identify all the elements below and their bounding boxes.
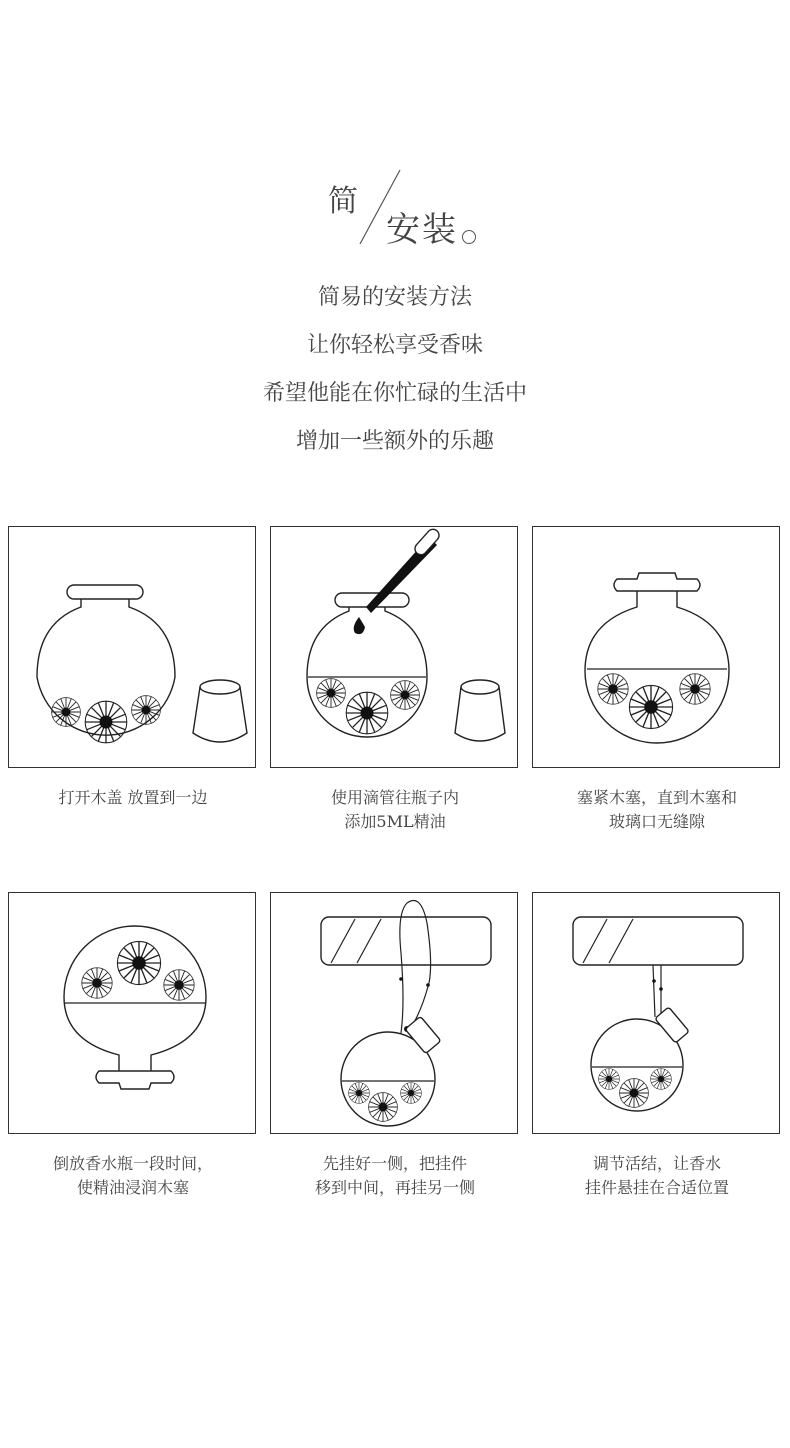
bottle-adjusted-icon (533, 893, 781, 1135)
step-1-caption (2, 786, 264, 810)
caption-line: 使用滴管往瓶子内 (330, 788, 459, 807)
bottle-sealed-icon (533, 527, 781, 769)
caption-line: 倒放香水瓶一段时间， (52, 1154, 213, 1173)
step-6-caption (526, 1152, 788, 1200)
caption-line: 塞紧木塞，直到木塞和 (576, 788, 737, 807)
bottle-hanging-icon (271, 893, 519, 1135)
step-4-illustration (8, 892, 256, 1134)
caption-line: 玻璃口无缝隙 (608, 812, 705, 831)
intro-text (0, 280, 790, 472)
title-period-mark (462, 230, 476, 244)
bottle-open-icon (9, 527, 257, 769)
intro-line: 简易的安装方法 (317, 285, 472, 310)
step-3-illustration (532, 526, 780, 768)
bottle-dropper-icon (271, 527, 519, 769)
caption-line: 使精油浸润木塞 (76, 1178, 189, 1197)
step-1-illustration (8, 526, 256, 768)
intro-line: 增加一些额外的乐趣 (295, 429, 494, 454)
caption-line: 添加5ML精油 (344, 812, 446, 831)
step-5-caption (264, 1152, 526, 1200)
step-4-caption (2, 1152, 264, 1200)
step-3-caption (526, 786, 788, 834)
step-5-illustration (270, 892, 518, 1134)
title-part1: 简 (328, 184, 358, 219)
step-6-illustration (532, 892, 780, 1134)
caption-line: 移到中间，再挂另一侧 (314, 1178, 475, 1197)
intro-line: 希望他能在你忙碌的生活中 (262, 381, 527, 406)
caption-line: 打开木盖 放置到一边 (58, 788, 208, 807)
caption-line: 调节活结，让香水 (592, 1154, 721, 1173)
caption-line: 挂件悬挂在合适位置 (584, 1178, 729, 1197)
intro-line: 让你轻松享受香味 (306, 333, 483, 358)
step-2-illustration (270, 526, 518, 768)
title-block (0, 0, 790, 260)
bottle-inverted-icon (9, 893, 257, 1135)
step-2-caption (264, 786, 526, 834)
title-part2: 安装 (386, 210, 458, 250)
caption-line: 先挂好一侧，把挂件 (322, 1154, 467, 1173)
